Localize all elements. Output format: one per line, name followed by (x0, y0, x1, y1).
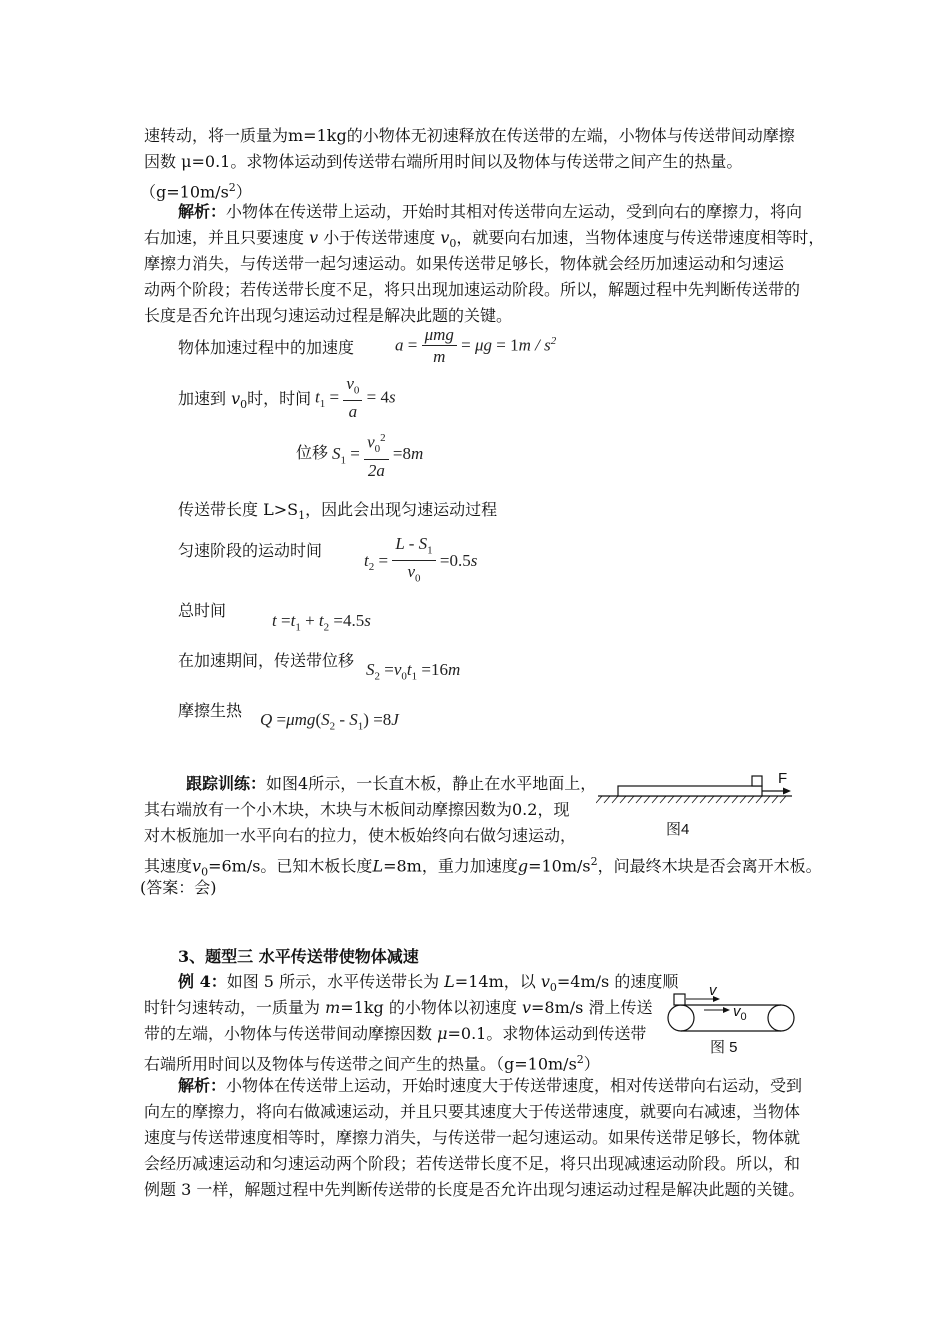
e4b: ） (583, 1054, 600, 1074)
tracking-line-1 (186, 773, 596, 795)
analysis2-line-5: 例题 3 一样，解题过程中先判断传送带的长度是否允许出现匀速运动过程是解决此题的关键。 (144, 1180, 805, 1199)
analysis1-line-1 (178, 201, 802, 223)
t4sub: 0 (201, 865, 209, 879)
intro-line-1: 速转动，将一质量为m=1kg的小物体无初速释放在传送带的左端，小物体与传送带间动摩擦 (144, 126, 795, 145)
e4sup: 2 (576, 1053, 584, 1066)
t4b: =6m/s。已知木板长度 (208, 856, 373, 876)
displacement-equation: $S_1$ = $\frac{v_0^2}{2a}$ =8m (332, 428, 423, 482)
belt-label: 在加速期间，传送带位移 (178, 651, 355, 670)
figure-5-caption: 图 5 (710, 1039, 738, 1056)
analysis1-l2a: 右加速，并且只要速度 (144, 228, 310, 247)
length-label-b: ，因此会出现匀速运动过程 (305, 500, 498, 519)
example4-line-3 (144, 1023, 646, 1045)
time-label-a: 加速到 (178, 389, 232, 408)
e1L: L (444, 972, 455, 991)
time-label-b: 时，时间 (247, 389, 312, 408)
accel-label: 物体加速过程中的加速度 (178, 338, 355, 357)
t4d: =10m/s (528, 856, 591, 876)
intro-line-2: 因数 μ=0.1。求物体运动到传送带右端所用时间以及物体与传送带之间产生的热量。 (144, 152, 743, 171)
analysis1-line-5: 长度是否允许出现匀速运动过程是解决此题的关键。 (144, 306, 513, 325)
e4a: 右端所用时间以及物体与传送带之间产生的热量。（g=10m/s (144, 1054, 577, 1074)
tracking-text-1: 如图4所示，一长直木板，静止在水平地面上， (266, 774, 597, 793)
e2m: m (325, 998, 341, 1017)
accel-equation: a = $\frac{\text{μmg}}{m}$ = $\mu g = 1m / s^2$ (395, 325, 557, 366)
t4g: g (517, 856, 529, 876)
intro-g-close: ） (235, 182, 252, 202)
e1b: =14m，以 (454, 972, 541, 991)
analysis1-label: 解析： (178, 202, 227, 221)
figure-4-caption: 图4 (666, 821, 690, 838)
tracking-label: 跟踪训练： (186, 774, 267, 793)
time-label-sub: 0 (240, 398, 248, 412)
analysis2-line-2: 向左的摩擦力，将向右做减速运动，并且只要其速度大于传送带速度，就要向右减速，当物体 (144, 1102, 801, 1121)
f5v0sub: 0 (740, 1011, 747, 1023)
figure-4-diagram (596, 770, 796, 814)
length-label (178, 499, 497, 527)
example4-label: 例 4： (178, 972, 227, 991)
analysis2-line-3: 速度与传送带速度相等时，摩擦力消失，与传送带一起匀速运动。如果传送带足够长，物体就 (144, 1128, 801, 1147)
analysis1-line-2 (144, 227, 824, 255)
t4c: =8m，重力加速度 (383, 856, 518, 876)
force-label: F (778, 770, 788, 787)
t4a: 其速度 (144, 856, 193, 876)
analysis1-v0-sub: 0 (449, 237, 457, 251)
heat-equation: $Q =\mu mg(S_2 - S_1) =8J$ (260, 710, 399, 733)
analysis1-v0: v (440, 228, 450, 247)
length-sub: 1 (298, 509, 306, 523)
t4sup: 2 (590, 855, 598, 868)
example4-line-1 (178, 971, 678, 999)
t4L: L (372, 856, 384, 876)
total-label: 总时间 (178, 601, 227, 620)
time-label (178, 388, 311, 416)
analysis1-text-1: 小物体在传送带上运动，开始时其相对传送带向左运动，受到向右的摩擦力，将向 (226, 202, 803, 221)
tracking-line-4 (144, 851, 822, 884)
analysis1-line-4: 动两个阶段；若传送带长度不足，将只出现加速运动阶段。所以，解题过程中先判断传送带的 (144, 280, 801, 299)
displacement-label: 位移 (296, 443, 329, 462)
e1sub: 0 (549, 981, 557, 995)
e3b: =0.1。求物体运动到传送带 (447, 1024, 647, 1043)
e1a: 如图 5 所示，水平传送带长为 (226, 972, 445, 991)
e2c: =8m/s 滑上传送 (531, 998, 653, 1017)
total-equation: $t =t_1 + t_2 =4.5s$ (272, 611, 371, 634)
analysis2-line-4: 会经历减速运动和匀速运动两个阶段；若传送带长度不足，将只出现减速运动阶段。所以，和 (144, 1154, 801, 1173)
analysis1-l2b: 小于传送带速度 (318, 228, 441, 247)
time-label-v: v (231, 389, 241, 408)
section-3-heading: 3、题型三 水平传送带使物体减速 (178, 947, 419, 966)
analysis2-line-1 (178, 1075, 802, 1097)
belt-equation: $S_2 =v_0t_1 =16m$ (366, 660, 461, 683)
analysis1-l2c: ，就要向右加速，当物体速度与传送带速度相等时， (456, 228, 825, 247)
length-label-a: 传送带长度 L>S (178, 500, 299, 519)
e1v: v (540, 972, 550, 991)
intro-line-3 (140, 177, 252, 203)
e2a: 时针匀速转动，一质量为 (144, 998, 326, 1017)
e1c: =4m/s 的速度顺 (556, 972, 679, 991)
tracking-answer: (答案：会) (140, 878, 217, 897)
e2v: v (521, 998, 532, 1017)
heat-label: 摩擦生热 (178, 701, 243, 720)
t4e: ，问最终木块是否会离开木板。 (597, 856, 822, 876)
figure-5-diagram (666, 984, 798, 1036)
tracking-line-3: 对木板施加一水平向右的拉力，使木板始终向右做匀速运动， (144, 826, 577, 845)
e3mu: μ (437, 1024, 448, 1043)
e2b: =1kg 的小物体以初速度 (340, 998, 522, 1017)
uniform-equation: $t_2$ = $\frac{L - S_1}{v_0}$ =0.5s (364, 534, 478, 585)
analysis2-text-1: 小物体在传送带上运动，开始时速度大于传送带速度，相对传送带向右运动，受到 (226, 1076, 803, 1095)
analysis1-line-3: 摩擦力消失，与传送带一起匀速运动。如果传送带足够长，物体就会经历加速运动和匀速运 (144, 254, 785, 273)
analysis2-label: 解析： (178, 1076, 227, 1095)
e3a: 带的左端，小物体与传送带间动摩擦因数 (144, 1024, 438, 1043)
example4-line-2 (144, 997, 652, 1019)
f5v0: v (733, 1003, 741, 1020)
analysis1-v: v (309, 228, 319, 247)
figure-5-v-label: v (709, 982, 717, 999)
uniform-label: 匀速阶段的运动时间 (178, 541, 323, 560)
figure-5-v0-label (733, 1003, 747, 1023)
example4-line-4 (144, 1049, 600, 1075)
intro-g-text: （g=10m/s (140, 182, 229, 202)
t4v: v (192, 856, 202, 876)
intro-g-sup: 2 (228, 181, 236, 194)
tracking-line-2: 其右端放有一个小木块，木块与木板间动摩擦因数为0.2，现 (144, 800, 570, 819)
time-equation: $t_1$ = $\frac{v_0}{a}$ = 4s (315, 374, 396, 422)
